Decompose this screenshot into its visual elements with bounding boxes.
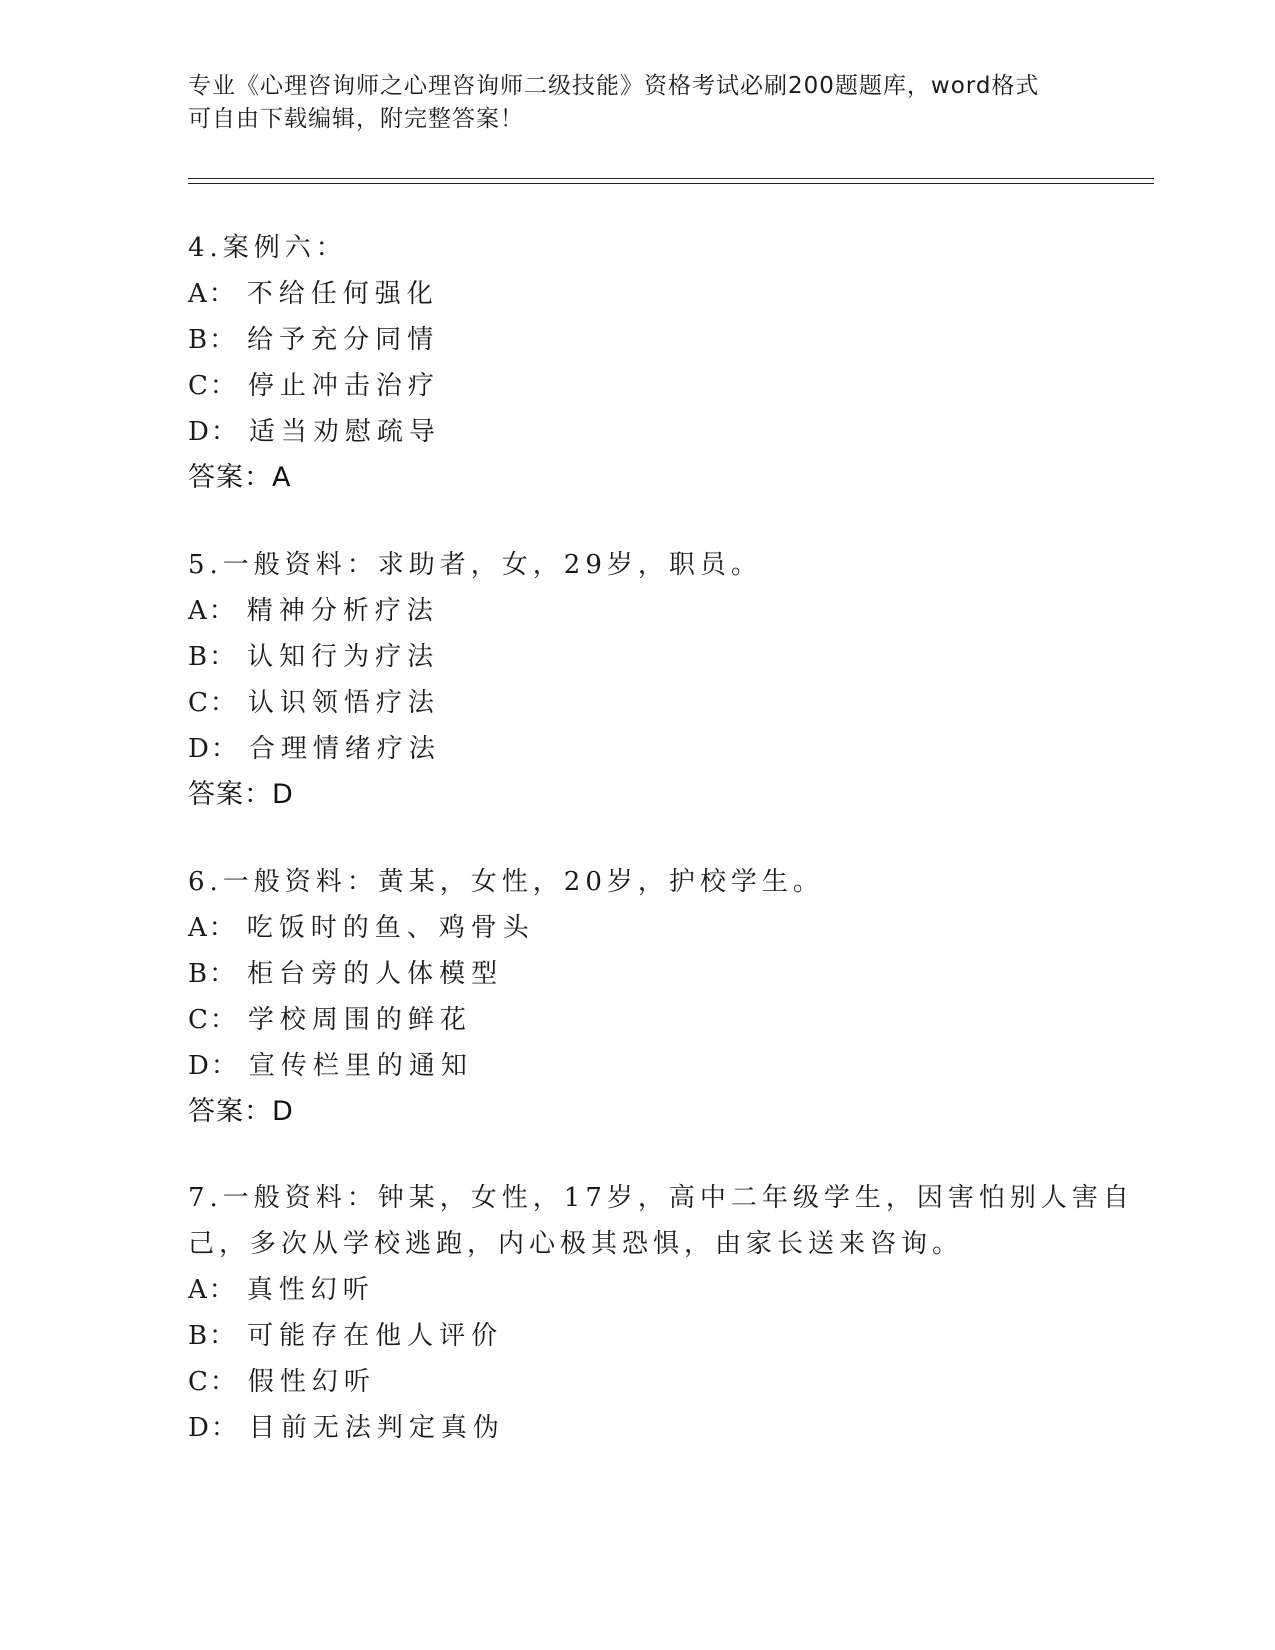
option-text: 柜台旁的人体模型	[247, 959, 504, 989]
option-key: B：	[188, 959, 238, 989]
option-key: A：	[188, 279, 237, 309]
option-d	[188, 1043, 1088, 1089]
option-b	[188, 317, 1088, 363]
option-text: 可能存在他人评价	[247, 1321, 504, 1351]
question-stem: 5.一般资料：求助者，女，29岁，职员。	[188, 550, 762, 580]
option-c	[188, 1359, 1088, 1405]
option-c	[188, 363, 1088, 409]
question-7	[188, 1175, 1134, 1451]
option-text: 宣传栏里的通知	[248, 1051, 473, 1081]
option-key: C：	[188, 688, 238, 718]
option-text: 给予充分同情	[247, 325, 440, 355]
header-line-2: 可自由下载编辑，附完整答案！	[188, 106, 524, 132]
option-key: B：	[188, 1321, 238, 1351]
option-key: B：	[188, 642, 238, 672]
option-text: 目前无法判定真伪	[248, 1413, 505, 1443]
option-a	[188, 271, 1088, 317]
option-key: C：	[188, 1367, 238, 1397]
question-6	[188, 859, 1088, 1135]
header-divider-bottom	[188, 183, 1154, 184]
option-d	[188, 409, 1088, 455]
option-key: A：	[188, 1275, 237, 1305]
option-text: 精神分析疗法	[246, 596, 439, 626]
option-text: 真性幻听	[246, 1275, 375, 1305]
option-key: C：	[188, 371, 238, 401]
option-text: 吃饭时的鱼、鸡骨头	[246, 913, 535, 943]
option-text: 合理情绪疗法	[248, 734, 441, 764]
option-b	[188, 951, 1088, 997]
question-stem: 6.一般资料：黄某，女性，20岁，护校学生。	[188, 867, 824, 897]
option-b	[188, 634, 1088, 680]
option-c	[188, 680, 1088, 726]
option-text: 停止冲击治疗	[247, 371, 440, 401]
question-stem: 4.案例六：	[188, 233, 347, 263]
option-text: 认知行为疗法	[247, 642, 440, 672]
header-line-1: 专业《心理咨询师之心理咨询师二级技能》资格考试必刷200题题库，word格式	[188, 73, 1040, 99]
answer-line: 答案：A	[188, 462, 292, 493]
option-key: D：	[188, 734, 239, 764]
option-key: D：	[188, 1051, 239, 1081]
question-5	[188, 542, 1088, 818]
option-key: C：	[188, 1005, 238, 1035]
question-stem-continued: 己，多次从学校逃跑，内心极其恐惧，由家长送来咨询。	[188, 1229, 964, 1259]
document-header	[188, 70, 1088, 136]
option-key: B：	[188, 325, 238, 355]
option-b	[188, 1313, 1088, 1359]
answer-line: 答案：D	[188, 779, 294, 810]
option-key: D：	[188, 1413, 239, 1443]
answer-line: 答案：D	[188, 1096, 294, 1127]
option-text: 假性幻听	[247, 1367, 376, 1397]
option-a	[188, 905, 1088, 951]
option-d	[188, 726, 1088, 772]
option-text: 认识领悟疗法	[247, 688, 440, 718]
question-stem: 7.一般资料：钟某，女性，17岁，高中二年级学生，因害怕别人害自	[188, 1183, 1134, 1213]
option-text: 不给任何强化	[246, 279, 439, 309]
option-key: D：	[188, 417, 239, 447]
option-key: A：	[188, 596, 237, 626]
option-key: A：	[188, 913, 237, 943]
question-4	[188, 225, 1088, 501]
header-divider-top	[188, 178, 1154, 179]
option-text: 学校周围的鲜花	[247, 1005, 472, 1035]
option-d	[188, 1405, 1088, 1451]
option-c	[188, 997, 1088, 1043]
option-a	[188, 1267, 1088, 1313]
option-a	[188, 588, 1088, 634]
option-text: 适当劝慰疏导	[248, 417, 441, 447]
